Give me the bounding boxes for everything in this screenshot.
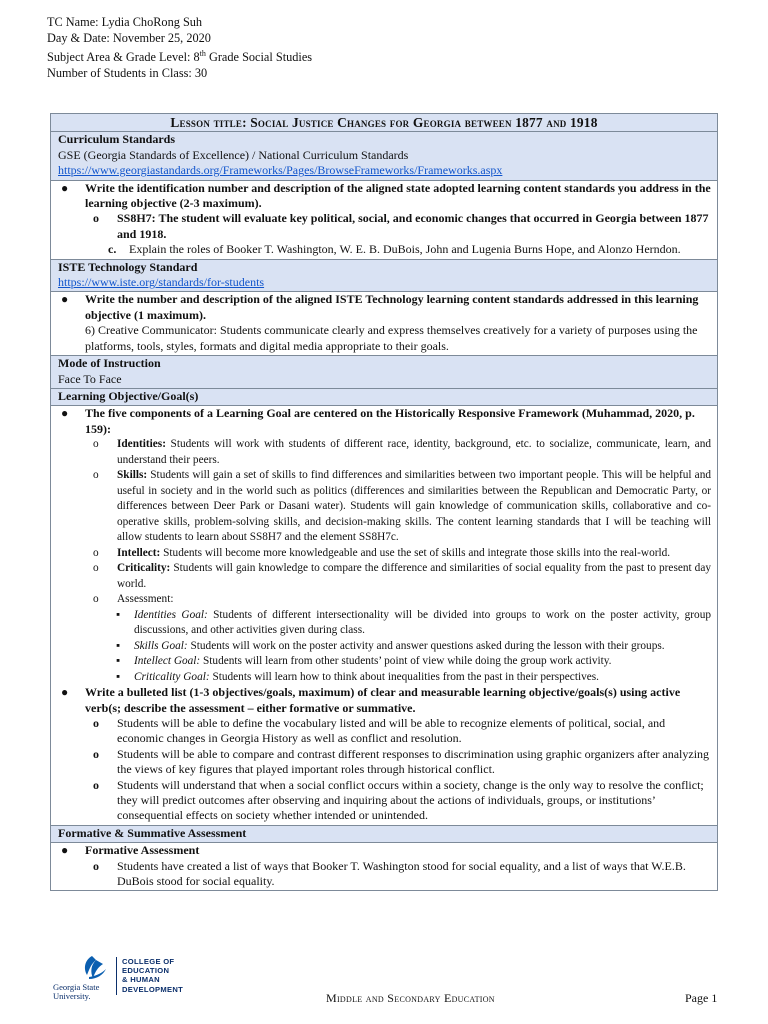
component-item [58,561,711,592]
assessment-goal [58,670,711,686]
circle-bullet-icon: o [93,562,99,575]
assessment-heading: Formative & Summative Assessment [51,825,718,842]
goal-label: Identities Goal: [134,608,208,621]
list-intro-text: Write a bulleted list (1-3 objectives/goals, maximum) of clear and measurable learning objective/goals(s) using active verb(s; describe the assessment – either formative or summative. [85,685,681,715]
circle-bullet-icon: o [93,858,99,873]
tc-name: TC Name: Lydia ChoRong Suh [47,15,203,29]
square-bullet-icon: ▪ [116,639,121,652]
circle-bullet-icon: o [93,211,99,226]
teacher-info [47,15,312,81]
mode-value: Face To Face [58,371,122,386]
formative-label-text: Formative Assessment [85,843,200,858]
coe-line: EDUCATION [122,966,170,976]
component-text: Students will gain a set of skills to find differences and similarities between two important people. This will be helpful and useful in society and in the world such as politics (differences and similarities between the Republican and Democratic Party, or differences between Deer Park or Dasani water). Students will gain knowledge of communication skills, collaborative and co-operative skills, problem-solving skills, and decision-making skills. The content learning standards that I will be teaching will allow students to learn about SS8H7 and the element SS8H7c. [117,469,711,544]
curriculum-instruction-text: Write the identification number and description of the aligned state adopted learning content standards you address in the learning objective (2-3 maximum). [85,180,711,211]
list-intro [58,685,711,716]
gsu-line-2: University. [53,991,91,1001]
curriculum-heading: Curriculum Standards [58,132,176,147]
assessment-cell [51,843,718,891]
component-text: Students will become more knowledgeable and use the set of skills and integrate those skills into the real-world. [160,546,671,559]
component-label: Identities: [117,438,166,451]
goal-label: Skills Goal: [134,639,188,652]
goal-label: Criticality Goal: [134,670,210,683]
goal-text: Students of different intersectionality will be divided into groups to work on the poster activity, group discussions, and other activities given during class. [134,608,711,637]
bullet-icon: ● [61,843,69,858]
mode-cell [51,356,718,389]
lesson-title: Lesson title: Social Justice Changes for Georgia between 1877 and 1918 [51,114,718,132]
bullet-icon: ● [61,180,69,195]
formative-text: Students have created a list of ways that Booker T. Washington stood for social equality, and a list of ways that W.E.B. DuBois stood for social equality. [117,858,686,888]
component-item [58,437,711,468]
goal-text: Students will learn how to think about inequalities from the past in their perspectives. [209,670,599,683]
element-item [58,242,711,257]
component-label: Criticality: [117,562,171,575]
goal-item-text: Students will understand that when a social conflict occurs within a society, change is the only way to resolve the conflict; they will predict outcomes after observing and inquiring about the actions of individuals, groups, or institutions’ consequential effects on society whether intended or unintended. [117,777,704,823]
square-bullet-icon: ▪ [116,655,121,668]
goal-item-text: Students will be able to define the vocabulary listed and will be able to recognize elements of political, social, and economic changes in Georgia History as well as conflict and resolution. [117,715,666,746]
footer-department: Middle and Secondary Education [326,991,495,1005]
page-number: Page 1 [685,991,718,1005]
curriculum-line: GSE (Georgia Standards of Excellence) / National Curriculum Standards [58,147,409,162]
circle-bullet-icon: o [93,715,99,730]
num-students: Number of Students in Class: 30 [47,65,208,80]
element-text: Explain the roles of Booker T. Washington, W. E. B. DuBois, John and Lugenia Burns Hope, and Alonzo Herndon. [129,242,681,257]
objectives-cell [51,406,718,825]
assessment-label: Assessment: [117,593,174,606]
component-label: Skills: [117,469,148,482]
component-text: Students will work with students of different race, identity, background, etc. to socialize, communicate, learn, and understand their peers. [117,438,711,466]
georgia-standards-link[interactable]: https://www.georgiastandards.org/Frameworks/Pages/BrowseFrameworks/Frameworks.aspx [58,163,503,178]
component-item [58,468,711,546]
coe-line: & HUMAN [122,975,160,985]
assessment-goal [58,654,711,670]
objectives-heading: Learning Objective/Goal(s) [51,388,718,405]
bullet-icon: ● [61,685,69,700]
square-bullet-icon: ▪ [116,608,121,621]
circle-bullet-icon: o [93,593,99,606]
goal-item [58,747,711,778]
coe-line: DEVELOPMENT [122,984,184,994]
iste-instruction-text: Write the number and description of the aligned ISTE Technology learning content standards addressed in this learning objective (1 maximum). [85,292,699,322]
assessment-goal [58,608,711,639]
iste-heading: ISTE Technology Standard [58,259,198,274]
bullet-icon: ● [61,292,69,307]
subject-post: Grade Social Studies [205,50,313,65]
day-date: Day & Date: November 25, 2020 [47,30,211,45]
mode-heading: Mode of Instruction [58,356,161,371]
coe-line: COLLEGE OF [122,957,175,966]
lesson-plan-table [50,113,718,891]
iste-detail-cell [51,292,718,356]
subject-pre: Subject Area & Grade Level: 8 [47,50,200,65]
standard-text: SS8H7: The student will evaluate key political, social, and economic changes that occurred in Georgia between 1877 and 1918. [117,211,709,241]
iste-link[interactable]: https://www.iste.org/standards/for-students [58,275,265,290]
bullet-icon: ● [61,406,69,421]
component-label: Intellect: [117,546,161,559]
curriculum-instruction [58,181,711,212]
logo-divider [116,957,117,995]
standard-item [58,211,711,242]
circle-bullet-icon: o [93,438,99,451]
subject-grade [47,46,312,66]
assessment-goal [58,639,711,655]
assessment-item [58,592,711,608]
iste-cell [51,259,718,292]
component-text: Students will gain knowledge to compare the difference and similarities of social equality from the past to present day world. [117,562,711,590]
component-item [58,546,711,562]
framework-intro-text: The five components of a Learning Goal are centered on the Historically Responsive Framework (Muhammad, 2020, p. 159): [85,406,695,436]
formative-label [58,843,711,858]
goal-text: Students will learn from other students’ point of view while doing the group work activity. [200,655,612,668]
element-letter: c. [108,242,117,257]
circle-bullet-icon: o [93,777,99,792]
gsu-wordmark [53,983,99,1001]
subject-sup: th [199,49,206,58]
curriculum-detail-cell [51,180,718,259]
circle-bullet-icon: o [93,546,99,559]
circle-bullet-icon: o [93,746,99,761]
gsu-line-1: Georgia State [53,982,100,992]
iste-instruction [58,292,711,323]
goal-label: Intellect Goal: [134,655,201,668]
square-bullet-icon: ▪ [116,670,121,683]
goal-text: Students will work on the poster activity and answer questions asked during the lesson with their groups. [187,639,665,652]
goal-item [58,716,711,747]
college-wordmark [122,957,183,994]
curriculum-standards-cell [51,132,718,180]
circle-bullet-icon: o [93,469,99,482]
goal-item-text: Students will be able to compare and contrast different responses to discrimination using graphic organizers after analyzing the views of key figures that played important roles through historical conflict. [117,746,710,777]
iste-standard: 6) Creative Communicator: Students communicate clearly and express themselves creatively for a variety of purposes using the platforms, tools, styles, formats and digital media appropriate to their goals. [85,323,698,353]
goal-item [58,778,711,824]
framework-intro [58,406,711,437]
formative-item [58,859,711,890]
